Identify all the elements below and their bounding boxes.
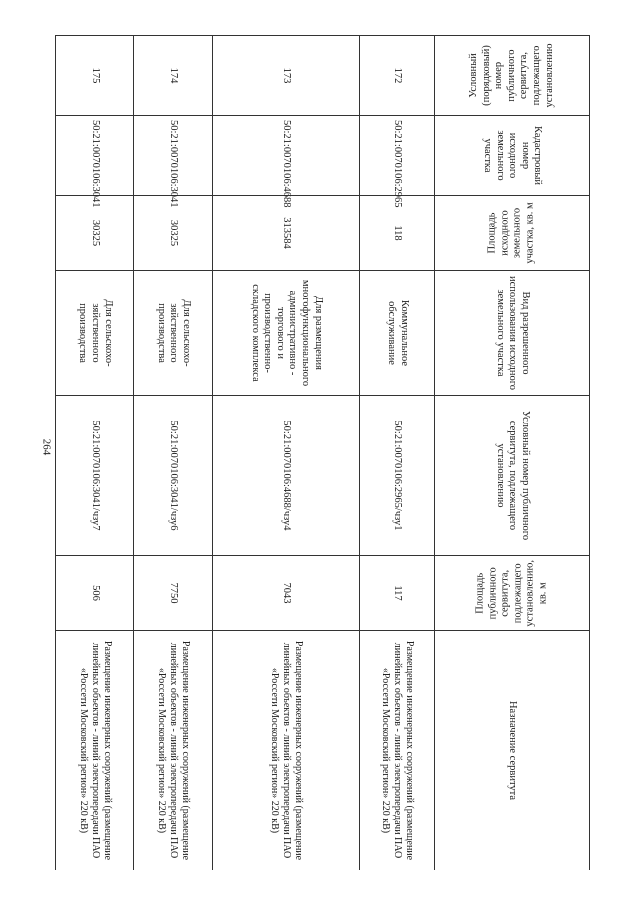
- header-servitude-id: Условный номер публичного сервитута, подлежащего установлению: [435, 396, 590, 556]
- cell-cadastral: 50:21:0070106:4688: [212, 116, 359, 196]
- cell-area: 30325: [56, 196, 134, 271]
- header-cadastral-number: Кадастровый номер исходного земельного участка: [435, 116, 590, 196]
- header-parcel-area: Площадь исходного земельного участка, кв. м: [435, 196, 590, 271]
- table-rotation-wrapper: [55, 35, 590, 870]
- cell-use: Для сельскохо-зяйственного производства: [134, 271, 212, 396]
- header-purpose: Назначение сервитута: [435, 631, 590, 871]
- servitude-table: [55, 35, 590, 870]
- cell-servitude-area: 7750: [134, 556, 212, 631]
- table-row: [56, 36, 134, 871]
- cell-cadastral: 50:21:0070106:3041: [134, 116, 212, 196]
- cell-area: 313584: [212, 196, 359, 271]
- page-number: 264: [40, 438, 53, 456]
- cell-purpose: Размещение инженерных сооружений (размещение линейных объектов - линий электропередачи ПАО «Россети Московский регион» 220 кВ): [134, 631, 212, 871]
- rotated-table-sheet: [55, 35, 590, 870]
- table-row: [134, 36, 212, 871]
- cell-servitude-id: 50:21:0070106:4688/чзу4: [212, 396, 359, 556]
- cell-servitude-area: 117: [359, 556, 434, 631]
- cell-area: 118: [359, 196, 434, 271]
- table-header-row: [435, 36, 590, 871]
- cell-cadastral: 50:21:0070106:2965: [359, 116, 434, 196]
- table-row: [359, 36, 434, 871]
- table-row: [212, 36, 359, 871]
- cell-num: 174: [134, 36, 212, 116]
- cell-servitude-area: 506: [56, 556, 134, 631]
- cell-servitude-id: 50:21:0070106:2965/чзу1: [359, 396, 434, 556]
- cell-use: Коммунальное обслуживание: [359, 271, 434, 396]
- cell-cadastral: 50:21:0070106:3041: [56, 116, 134, 196]
- cell-num: 173: [212, 36, 359, 116]
- cell-num: 172: [359, 36, 434, 116]
- cell-servitude-id: 50:21:0070106:3041/чзу7: [56, 396, 134, 556]
- header-servitude-number: Условный (порядковый) номер публичного сервитута, подлежащего установлению: [435, 36, 590, 116]
- header-servitude-area: Площадь публичного сервитута, подлежащего установлению, кв. м: [435, 556, 590, 631]
- cell-purpose: Размещение инженерных сооружений (размещение линейных объектов - линий электропередачи ПАО «Россети Московский регион» 220 кВ): [359, 631, 434, 871]
- cell-purpose: Размещение инженерных сооружений (размещение линейных объектов - линий электропередачи ПАО «Россети Московский регион» 220 кВ): [212, 631, 359, 871]
- cell-area: 30325: [134, 196, 212, 271]
- cell-servitude-id: 50:21:0070106:3041/чзу6: [134, 396, 212, 556]
- cell-purpose: Размещение инженерных сооружений (размещение линейных объектов - линий электропередачи ПАО «Россети Московский регион» 220 кВ): [56, 631, 134, 871]
- cell-use: Для сельскохо-зяйственного производства: [56, 271, 134, 396]
- cell-num: 175: [56, 36, 134, 116]
- cell-servitude-area: 7043: [212, 556, 359, 631]
- cell-use: Для размещения многофункционального административно - торгового и производственно-складского комплекса: [212, 271, 359, 396]
- header-permitted-use: Вид разрешенного использования исходного земельного участка: [435, 271, 590, 396]
